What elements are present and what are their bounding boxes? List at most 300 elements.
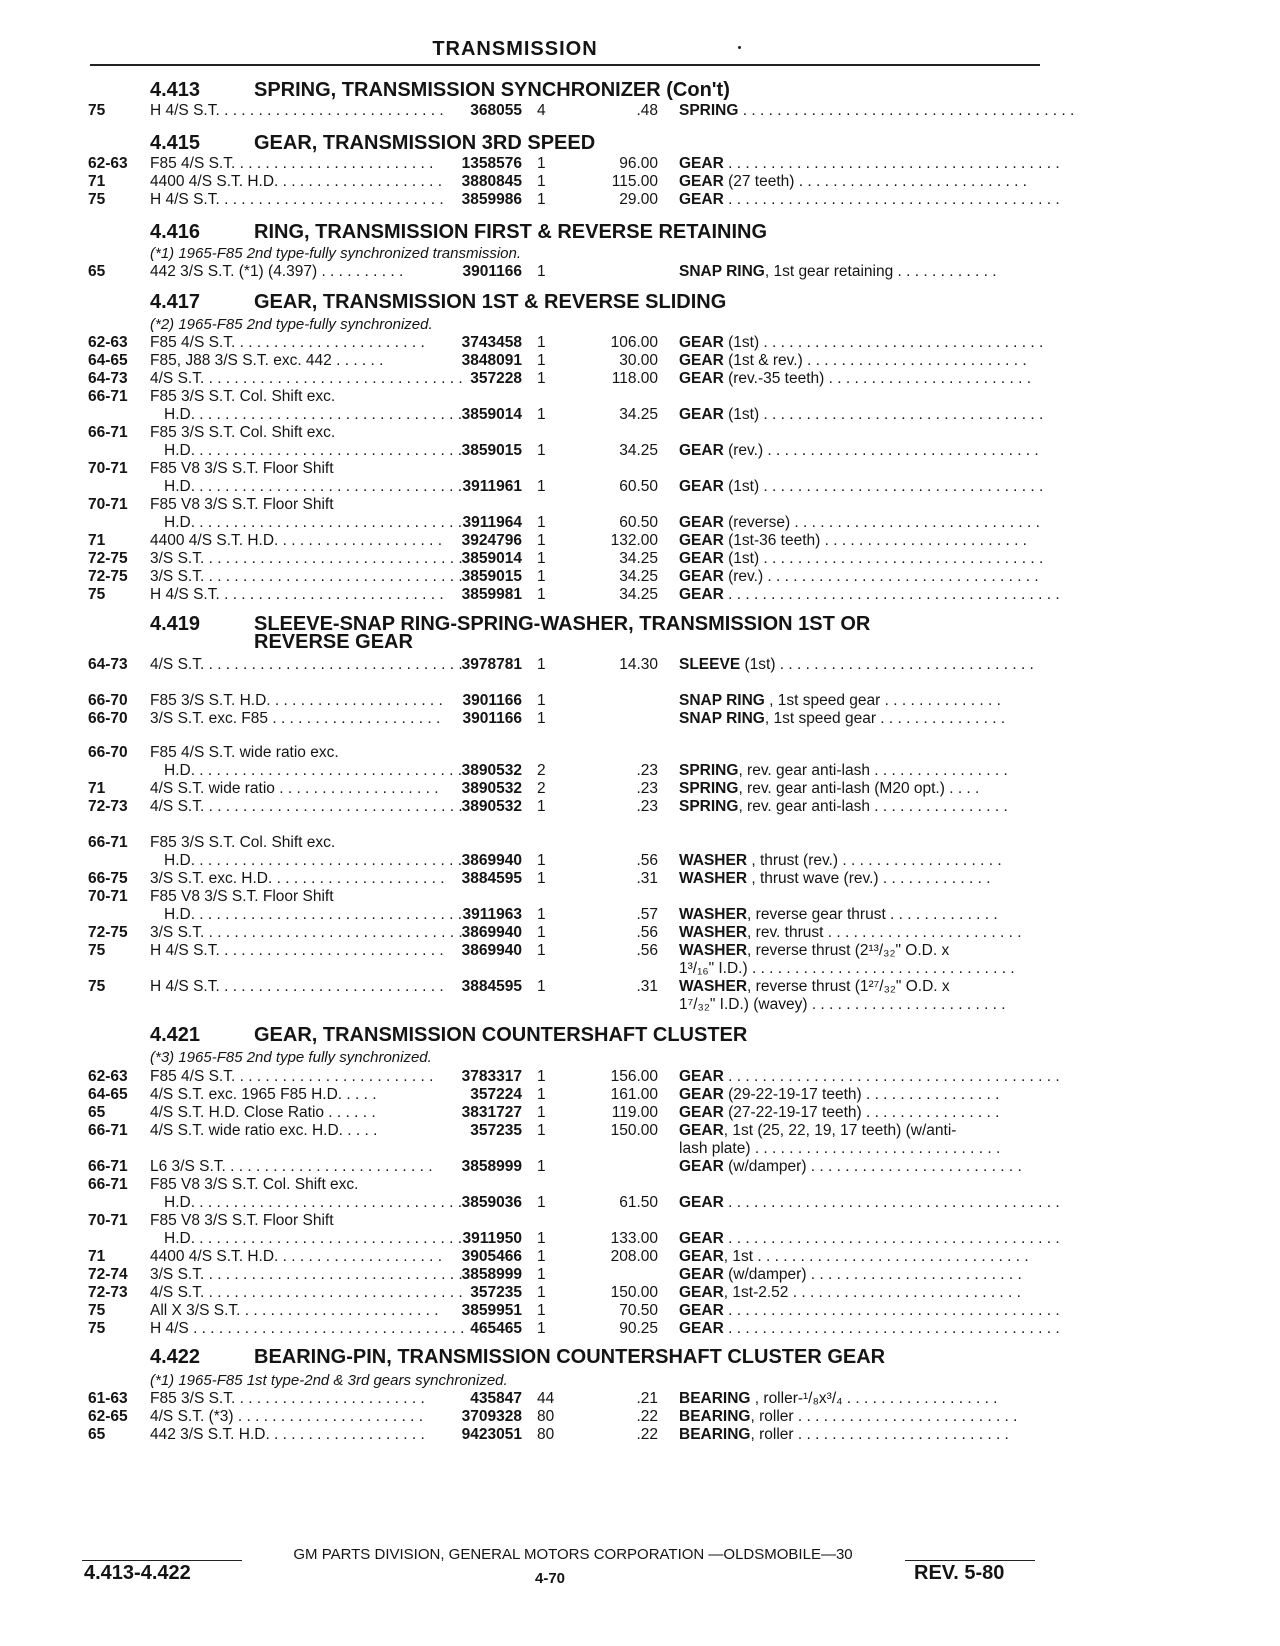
model-years: 71 [88, 780, 106, 797]
description [679, 1302, 1060, 1320]
description [679, 155, 1060, 173]
application: F85 3/S S.T. Col. Shift exc. [150, 834, 336, 851]
part-number: 3831727 [461, 1104, 522, 1121]
description [679, 780, 1041, 798]
section-number: 4.419 [150, 613, 201, 635]
description-name: GEAR [679, 334, 724, 351]
description-detail: (rev.) . . . . . . . . . . . . . . . . . . . . . . . . . . . . . . . . [723, 568, 1039, 585]
description-name: GEAR [679, 352, 724, 369]
application: F85, J88 3/S S.T. exc. 442 . . . . . . [150, 352, 384, 369]
part-number: 3890532 [461, 780, 522, 797]
quantity: 1 [537, 442, 546, 459]
part-number: 3858999 [461, 1158, 522, 1175]
price: 156.00 [610, 1068, 658, 1085]
quantity: 2 [537, 762, 546, 779]
part-number: 3911950 [462, 1230, 522, 1247]
model-years: 72-74 [88, 1266, 128, 1283]
price: .23 [636, 798, 658, 815]
description-name: WASHER [679, 906, 748, 923]
model-years: 75 [88, 191, 106, 208]
description-name: GEAR [679, 1248, 724, 1265]
application: F85 4/S S.T. . . . . . . . . . . . . . . . . . . . . . . . [150, 155, 434, 172]
price: 60.50 [619, 478, 658, 495]
description [679, 1158, 1041, 1176]
quantity: 1 [537, 532, 546, 549]
quantity: 1 [537, 942, 546, 959]
part-row [0, 762, 1280, 780]
application: 3/S S.T. . . . . . . . . . . . . . . . . . . . . . . . . . . . . . . [150, 550, 463, 567]
description-name: SPRING [679, 102, 739, 119]
footer-revision: REV. 5-80 [914, 1562, 1005, 1584]
part-row [0, 852, 1280, 870]
application: All X 3/S S.T. . . . . . . . . . . . . . . . . . . . . . . . [150, 1302, 439, 1319]
application: H 4/S S.T. . . . . . . . . . . . . . . . . . . . . . . . . . . [150, 942, 444, 959]
description [679, 852, 1041, 870]
description-name: GEAR [679, 1104, 724, 1121]
application: H 4/S S.T. . . . . . . . . . . . . . . . . . . . . . . . . . . [150, 191, 444, 208]
price: .23 [636, 780, 658, 797]
application: 4/S S.T. (*3) . . . . . . . . . . . . . . . . . . . . . . [150, 1408, 424, 1425]
quantity: 1 [537, 1248, 546, 1265]
description-detail: , 1st speed gear . . . . . . . . . . . . . . [764, 692, 1001, 709]
price: .21 [636, 1390, 658, 1407]
part-row [0, 1104, 1280, 1122]
part-row [0, 1390, 1280, 1408]
description-detail: , rev. gear anti-lash . . . . . . . . . . . . . . . . [738, 798, 1008, 815]
part-row [0, 780, 1280, 798]
model-years: 65 [88, 263, 106, 280]
part-row [0, 370, 1280, 388]
model-years: 62-65 [88, 1408, 128, 1425]
description-name: GEAR [679, 1086, 724, 1103]
description-name: WASHER [679, 852, 748, 869]
section-heading: GEAR, TRANSMISSION 3RD SPEED [254, 132, 596, 154]
part-row [0, 1068, 1280, 1086]
part-number: 3884595 [461, 870, 522, 887]
application: 4/S S.T. . . . . . . . . . . . . . . . . . . . . . . . . . . . . . . [150, 1284, 463, 1301]
description-name: GEAR [679, 1122, 724, 1139]
description-detail: , roller . . . . . . . . . . . . . . . . . . . . . . . . . [750, 1426, 1009, 1443]
application: F85 3/S S.T. Col. Shift exc. [150, 424, 336, 441]
application: H.D. . . . . . . . . . . . . . . . . . . . . . . . . . . . . . . . [164, 514, 462, 531]
description-detail: . . . . . . . . . . . . . . . . . . . . . . . . . . . . . . . . . . . . . . . [723, 1320, 1060, 1337]
description-detail: , 1st speed gear . . . . . . . . . . . . . . . [764, 710, 1006, 727]
description-name: GEAR [679, 370, 724, 387]
part-row [0, 334, 1280, 352]
price: 119.00 [611, 1104, 658, 1121]
application: 4/S S.T. exc. 1965 F85 H.D. . . . . [150, 1086, 377, 1103]
application: H.D. . . . . . . . . . . . . . . . . . . . . . . . . . . . . . . . [164, 906, 462, 923]
model-years: 72-75 [88, 568, 128, 585]
part-number: 3858999 [461, 1266, 522, 1283]
part-row [0, 1176, 1280, 1194]
header-dot [738, 46, 741, 49]
model-years: 72-73 [88, 1284, 128, 1301]
model-years: 66-75 [88, 870, 128, 887]
description-detail: , reverse thrust (1²⁷/₃₂" O.D. x [747, 978, 950, 995]
description-name: GEAR [679, 478, 724, 495]
description-detail: . . . . . . . . . . . . . . . . . . . . . . . . . . . . . . . . . . . . . . . [723, 1302, 1060, 1319]
description-detail: (1st) . . . . . . . . . . . . . . . . . . . . . . . . . . . . . . . . . [723, 406, 1044, 423]
application: 3/S S.T. . . . . . . . . . . . . . . . . . . . . . . . . . . . . . . [150, 924, 463, 941]
model-years: 66-71 [88, 1122, 128, 1139]
price: 14.30 [619, 656, 658, 673]
description-name: SNAP RING [679, 263, 765, 280]
quantity: 4 [537, 102, 546, 119]
quantity: 1 [537, 710, 546, 727]
part-row [0, 1408, 1280, 1426]
model-years: 70-71 [88, 460, 128, 477]
part-number: 3911964 [462, 514, 522, 531]
description [679, 978, 1041, 996]
part-number: 1358576 [461, 155, 522, 172]
quantity: 80 [537, 1426, 555, 1443]
application: 3/S S.T. exc. F85 . . . . . . . . . . . . . . . . . . . . [150, 710, 441, 727]
section-number: 4.417 [150, 291, 201, 313]
application: F85 V8 3/S S.T. Floor Shift [150, 496, 334, 513]
footer-section-range: 4.413-4.422 [84, 1562, 191, 1584]
part-row [0, 424, 1280, 442]
model-years: 62-63 [88, 1068, 128, 1085]
quantity: 1 [537, 1266, 546, 1283]
price: 115.00 [611, 173, 658, 190]
quantity: 1 [537, 870, 546, 887]
price: 96.00 [619, 155, 658, 172]
description-name: WASHER [679, 924, 748, 941]
description [679, 352, 1041, 370]
price: 132.00 [610, 532, 658, 549]
quantity: 1 [537, 924, 546, 941]
part-number: 3869940 [461, 942, 522, 959]
part-row [0, 1230, 1280, 1248]
part-row [0, 978, 1280, 996]
description [679, 1284, 1041, 1302]
part-row [0, 924, 1280, 942]
quantity: 44 [537, 1390, 555, 1407]
model-years: 72-73 [88, 798, 128, 815]
part-number: 465465 [470, 1320, 522, 1337]
page-header-title: TRANSMISSION [432, 38, 598, 60]
application: F85 4/S S.T. wide ratio exc. [150, 744, 339, 761]
model-years: 66-71 [88, 424, 128, 441]
part-row [0, 406, 1280, 424]
description-name: GEAR [679, 1158, 724, 1175]
part-number: 3901166 [462, 263, 522, 280]
part-row [0, 173, 1280, 191]
description [679, 1068, 1060, 1086]
part-number: 3709328 [461, 1408, 522, 1425]
part-number: 357228 [470, 370, 522, 387]
section-heading: RING, TRANSMISSION FIRST & REVERSE RETAINING [254, 221, 767, 243]
description [679, 370, 1041, 388]
part-row [0, 1140, 1280, 1158]
description [679, 568, 1041, 586]
part-number: 3859014 [461, 406, 522, 423]
description [679, 1194, 1060, 1212]
application: F85 4/S S.T. . . . . . . . . . . . . . . . . . . . . . . [150, 334, 425, 351]
application: 442 3/S S.T. H.D. . . . . . . . . . . . . . . . . . . [150, 1426, 425, 1443]
part-number: 3859015 [461, 568, 522, 585]
quantity: 2 [537, 780, 546, 797]
part-number: 3884595 [461, 978, 522, 995]
quantity: 1 [537, 263, 546, 280]
part-row [0, 263, 1280, 281]
section-footnote: (*2) 1965-F85 2nd type-fully synchronized. [150, 316, 433, 333]
model-years: 71 [88, 532, 106, 549]
part-row [0, 1284, 1280, 1302]
model-years: 66-71 [88, 834, 128, 851]
part-number: 435847 [470, 1390, 522, 1407]
description-detail: (rev.-35 teeth) . . . . . . . . . . . . . . . . . . . . . . . . [723, 370, 1032, 387]
description [679, 173, 1041, 191]
part-row [0, 744, 1280, 762]
description-name: WASHER [679, 978, 748, 995]
price: 60.50 [619, 514, 658, 531]
description [679, 1266, 1041, 1284]
section-heading: SLEEVE-SNAP RING-SPRING-WASHER, TRANSMISSION 1ST OR [254, 613, 871, 635]
part-row [0, 1320, 1280, 1338]
part-number: 3978781 [461, 656, 522, 673]
description-detail: (1st) . . . . . . . . . . . . . . . . . . . . . . . . . . . . . . [740, 656, 1034, 673]
part-row [0, 550, 1280, 568]
section-number: 4.421 [150, 1024, 201, 1046]
description [679, 532, 1041, 550]
price: .56 [636, 924, 658, 941]
quantity: 1 [537, 1194, 546, 1211]
application: 4/S S.T. H.D. Close Ratio . . . . . . [150, 1104, 376, 1121]
part-number: 3869940 [461, 924, 522, 941]
part-number: 3859014 [461, 550, 522, 567]
part-number: 357235 [470, 1284, 522, 1301]
application: H.D. . . . . . . . . . . . . . . . . . . . . . . . . . . . . . . . [164, 478, 462, 495]
quantity: 1 [537, 1158, 546, 1175]
description-name: GEAR [679, 1320, 724, 1337]
model-years: 75 [88, 1320, 106, 1337]
application: H 4/S S.T. . . . . . . . . . . . . . . . . . . . . . . . . . . [150, 586, 444, 603]
application: 4400 4/S S.T. H.D. . . . . . . . . . . . . . . . . . . . [150, 1248, 443, 1265]
description-name: WASHER [679, 942, 748, 959]
part-number: 3859951 [461, 1302, 522, 1319]
description [679, 942, 1041, 960]
part-number: 3911963 [462, 906, 522, 923]
part-row [0, 496, 1280, 514]
description-detail: (1st-36 teeth) . . . . . . . . . . . . . . . . . . . . . . . . [723, 532, 1027, 549]
part-row [0, 586, 1280, 604]
description-name: GEAR [679, 568, 724, 585]
application: 3/S S.T. . . . . . . . . . . . . . . . . . . . . . . . . . . . . . . [150, 1266, 463, 1283]
part-row [0, 942, 1280, 960]
part-row [0, 692, 1280, 710]
model-years: 64-73 [88, 370, 128, 387]
application: H.D. . . . . . . . . . . . . . . . . . . . . . . . . . . . . . . . [164, 1230, 462, 1247]
description [679, 710, 1041, 728]
description-name: GEAR [679, 442, 724, 459]
description-detail: 1⁷/₃₂" I.D.) (wavey) . . . . . . . . . . . . . . . . . . . . . . . [679, 996, 1006, 1013]
section-footnote: (*1) 1965-F85 1st type-2nd & 3rd gears synchronized. [150, 1372, 508, 1389]
quantity: 1 [537, 550, 546, 567]
part-row [0, 102, 1280, 120]
application: H.D. . . . . . . . . . . . . . . . . . . . . . . . . . . . . . . . [164, 406, 462, 423]
description-name: BEARING [679, 1426, 751, 1443]
description [679, 442, 1041, 460]
model-years: 75 [88, 586, 106, 603]
application: F85 V8 3/S S.T. Floor Shift [150, 888, 334, 905]
part-number: 9423051 [461, 1426, 522, 1443]
model-years: 75 [88, 978, 106, 995]
part-row [0, 1212, 1280, 1230]
price: 90.25 [619, 1320, 658, 1337]
part-number: 3911961 [462, 478, 522, 495]
description-name: SPRING [679, 798, 739, 815]
part-number: 3905466 [461, 1248, 522, 1265]
description [679, 586, 1060, 604]
part-row [0, 960, 1280, 978]
description [679, 1320, 1060, 1338]
description [679, 798, 1041, 816]
quantity: 1 [537, 155, 546, 172]
description-detail: , reverse thrust (2¹³/₃₂" O.D. x [747, 942, 950, 959]
description [679, 334, 1044, 352]
quantity: 80 [537, 1408, 555, 1425]
description [679, 514, 1041, 532]
description [679, 1230, 1060, 1248]
section-heading: SPRING, TRANSMISSION SYNCHRONIZER (Con't) [254, 79, 730, 101]
description-name: BEARING [679, 1408, 751, 1425]
quantity: 1 [537, 352, 546, 369]
price: 161.00 [610, 1086, 658, 1103]
price: .23 [636, 762, 658, 779]
description-detail: , roller . . . . . . . . . . . . . . . . . . . . . . . . . . [750, 1408, 1018, 1425]
part-row [0, 1426, 1280, 1444]
part-row [0, 870, 1280, 888]
quantity: 1 [537, 334, 546, 351]
quantity: 1 [537, 586, 546, 603]
part-row [0, 888, 1280, 906]
quantity: 1 [537, 191, 546, 208]
description-name: BEARING [679, 1390, 751, 1407]
description-detail: , roller-¹/₈x³/₄ . . . . . . . . . . . . . . . . . . [750, 1390, 998, 1407]
part-row [0, 514, 1280, 532]
description-name: GEAR [679, 1284, 724, 1301]
application: H.D. . . . . . . . . . . . . . . . . . . . . . . . . . . . . . . . [164, 1194, 462, 1211]
model-years: 66-71 [88, 1176, 128, 1193]
quantity: 1 [537, 692, 546, 709]
description-name: SNAP RING [679, 692, 765, 709]
part-number: 3859981 [461, 586, 522, 603]
price: 29.00 [619, 191, 658, 208]
price: 70.50 [619, 1302, 658, 1319]
description-detail: (1st) . . . . . . . . . . . . . . . . . . . . . . . . . . . . . . . . . [723, 550, 1044, 567]
footer-publisher: GM PARTS DIVISION, GENERAL MOTORS CORPORATION —OLDSMOBILE—30 [293, 1546, 853, 1563]
application: F85 V8 3/S S.T. Floor Shift [150, 460, 334, 477]
part-row [0, 460, 1280, 478]
quantity: 1 [537, 798, 546, 815]
part-number: 3848091 [461, 352, 522, 369]
quantity: 1 [537, 1104, 546, 1121]
quantity: 1 [537, 852, 546, 869]
description-name: SNAP RING [679, 710, 765, 727]
description-detail: . . . . . . . . . . . . . . . . . . . . . . . . . . . . . . . . . . . . . . . [723, 155, 1060, 172]
model-years: 70-71 [88, 1212, 128, 1229]
section-heading: GEAR, TRANSMISSION COUNTERSHAFT CLUSTER [254, 1024, 748, 1046]
model-years: 62-63 [88, 334, 128, 351]
description-detail: , thrust wave (rev.) . . . . . . . . . . . . . [747, 870, 991, 887]
description-detail: , reverse gear thrust . . . . . . . . . . . . . [747, 906, 998, 923]
model-years: 65 [88, 1426, 106, 1443]
quantity: 1 [537, 370, 546, 387]
part-number: 3743458 [461, 334, 522, 351]
description-detail: . . . . . . . . . . . . . . . . . . . . . . . . . . . . . . . . . . . . . . . [723, 191, 1060, 208]
description-detail: (1st) . . . . . . . . . . . . . . . . . . . . . . . . . . . . . . . . . [723, 478, 1044, 495]
model-years: 75 [88, 942, 106, 959]
description [679, 1408, 1041, 1426]
description [679, 191, 1060, 209]
model-years: 62-63 [88, 155, 128, 172]
part-row [0, 798, 1280, 816]
description [679, 263, 1041, 281]
section-number: 4.415 [150, 132, 201, 154]
part-number: 368055 [470, 102, 522, 119]
price: .31 [636, 870, 658, 887]
application: F85 3/S S.T. H.D. . . . . . . . . . . . . . . . . . . . . [150, 692, 443, 709]
price: 34.25 [619, 406, 658, 423]
model-years: 70-71 [88, 496, 128, 513]
description-detail: . . . . . . . . . . . . . . . . . . . . . . . . . . . . . . . . . . . . . . . [723, 1230, 1060, 1247]
model-years: 72-75 [88, 550, 128, 567]
price: .22 [636, 1426, 658, 1443]
description [679, 960, 1041, 978]
quantity: 1 [537, 906, 546, 923]
description [679, 924, 1041, 942]
quantity: 1 [537, 1302, 546, 1319]
model-years: 75 [88, 102, 106, 119]
application: H 4/S . . . . . . . . . . . . . . . . . . . . . . . . . . . . . . . . [150, 1320, 465, 1337]
description-detail: 1³/₁₆" I.D.) . . . . . . . . . . . . . . . . . . . . . . . . . . . . . . . [679, 960, 1015, 977]
part-number: 3880845 [461, 173, 522, 190]
model-years: 65 [88, 1104, 106, 1121]
price: 30.00 [619, 352, 658, 369]
description-detail: . . . . . . . . . . . . . . . . . . . . . . . . . . . . . . . . . . . . . . . [723, 586, 1060, 603]
application: 4/S S.T. . . . . . . . . . . . . . . . . . . . . . . . . . . . . . . [150, 656, 463, 673]
quantity: 1 [537, 1284, 546, 1301]
application: F85 3/S S.T. . . . . . . . . . . . . . . . . . . . . . . [150, 1390, 425, 1407]
part-row [0, 906, 1280, 924]
model-years: 66-70 [88, 692, 128, 709]
description [679, 762, 1041, 780]
description [679, 656, 1041, 674]
part-number: 3859986 [461, 191, 522, 208]
description [679, 550, 1044, 568]
description [679, 1426, 1041, 1444]
description-name: GEAR [679, 191, 724, 208]
description-detail: . . . . . . . . . . . . . . . . . . . . . . . . . . . . . . . . . . . . . . . [723, 1194, 1060, 1211]
description-detail: (1st & rev.) . . . . . . . . . . . . . . . . . . . . . . . . . . [723, 352, 1027, 369]
price: 118.00 [611, 370, 658, 387]
description-name: SPRING [679, 780, 739, 797]
description-detail: lash plate) . . . . . . . . . . . . . . . . . . . . . . . . . . . . . [679, 1140, 1001, 1157]
description-name: GEAR [679, 1230, 724, 1247]
description-detail: . . . . . . . . . . . . . . . . . . . . . . . . . . . . . . . . . . . . . . . [723, 1068, 1060, 1085]
part-number: 3901166 [462, 692, 522, 709]
application: H.D. . . . . . . . . . . . . . . . . . . . . . . . . . . . . . . . [164, 852, 462, 869]
description-detail: (w/damper) . . . . . . . . . . . . . . . . . . . . . . . . . [723, 1266, 1022, 1283]
footer-rule-right [905, 1560, 1035, 1561]
quantity: 1 [537, 514, 546, 531]
section-heading: GEAR, TRANSMISSION 1ST & REVERSE SLIDING [254, 291, 727, 313]
part-row [0, 352, 1280, 370]
price: .57 [636, 906, 658, 923]
description-name: GEAR [679, 532, 724, 549]
